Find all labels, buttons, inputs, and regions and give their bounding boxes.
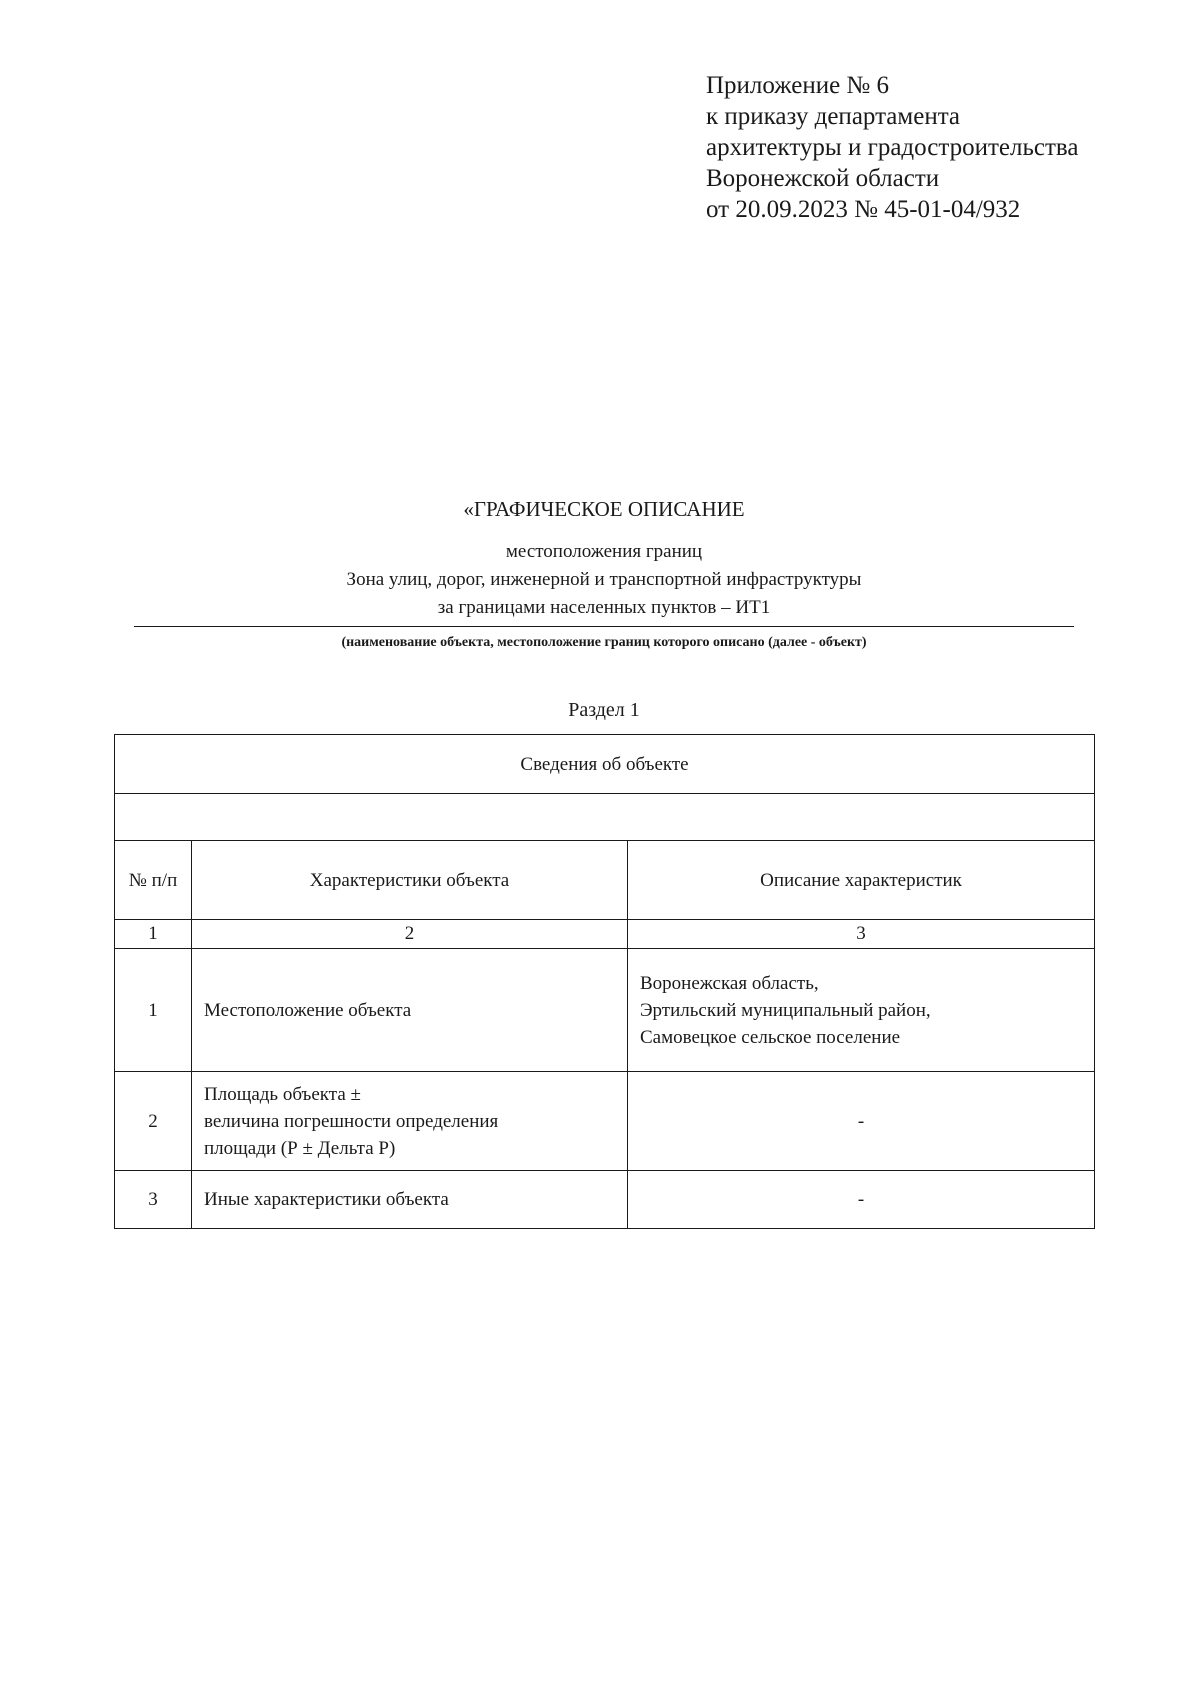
description-line: Воронежская область, xyxy=(640,972,819,994)
row-characteristic xyxy=(192,949,628,1072)
column-numbering-row xyxy=(115,920,1095,949)
description-line: Эртильский муниципальный район, xyxy=(640,999,931,1021)
appendix-line: Приложение № 6 xyxy=(706,72,890,99)
appendix-line: к приказу департамента xyxy=(706,103,961,130)
characteristic-line: Иные характеристики объекта xyxy=(204,1189,449,1210)
characteristic-line: величина погрешности определения xyxy=(204,1110,499,1132)
row-description: - xyxy=(628,1072,1095,1171)
object-info-table xyxy=(114,734,1095,1229)
description-line: Самовецкое сельское поселение xyxy=(640,1026,901,1048)
table-row xyxy=(115,1072,1095,1171)
appendix-block xyxy=(706,70,1176,225)
row-number: 1 xyxy=(115,949,192,1072)
object-description xyxy=(134,538,1074,622)
header-description: Описание характеристик xyxy=(628,841,1095,920)
appendix-line: архитектуры и градостроительства xyxy=(706,134,1079,161)
characteristic-line: Площадь объекта ± xyxy=(204,1083,361,1105)
row-characteristic xyxy=(192,1171,628,1229)
row-description: - xyxy=(628,1171,1095,1229)
header-number: № п/п xyxy=(115,841,192,920)
characteristic-line: площади (Р ± Дельта Р) xyxy=(204,1137,396,1159)
row-description xyxy=(628,949,1095,1072)
title-line: Зона улиц, дорог, инженерной и транспортной инфраструктуры xyxy=(346,569,862,590)
appendix-line: Воронежской области xyxy=(706,165,940,192)
column-number: 2 xyxy=(192,920,628,949)
column-number: 1 xyxy=(115,920,192,949)
table-title: Сведения об объекте xyxy=(115,735,1095,794)
table-row xyxy=(115,1171,1095,1229)
title-line: местоположения границ xyxy=(505,541,703,562)
underline-divider xyxy=(134,626,1074,627)
table-row xyxy=(115,949,1095,1072)
appendix-line: от 20.09.2023 № 45-01-04/932 xyxy=(706,196,1021,223)
section-label: Раздел 1 xyxy=(568,699,640,721)
document-title: «ГРАФИЧЕСКОЕ ОПИСАНИЕ xyxy=(463,497,745,521)
row-number: 3 xyxy=(115,1171,192,1229)
header-characteristic: Характеристики объекта xyxy=(192,841,628,920)
row-characteristic xyxy=(192,1072,628,1171)
table-title-row xyxy=(115,735,1095,794)
characteristic-line: Местоположение объекта xyxy=(204,999,412,1021)
row-number: 2 xyxy=(115,1072,192,1171)
title-line: за границами населенных пунктов – ИТ1 xyxy=(437,597,771,618)
table-blank-row xyxy=(115,794,1095,841)
blank-cell xyxy=(115,794,1095,841)
object-name-caption: (наименование объекта, местоположение границ которого описано (далее - объект) xyxy=(341,635,867,650)
table-header-row xyxy=(115,841,1095,920)
column-number: 3 xyxy=(628,920,1095,949)
